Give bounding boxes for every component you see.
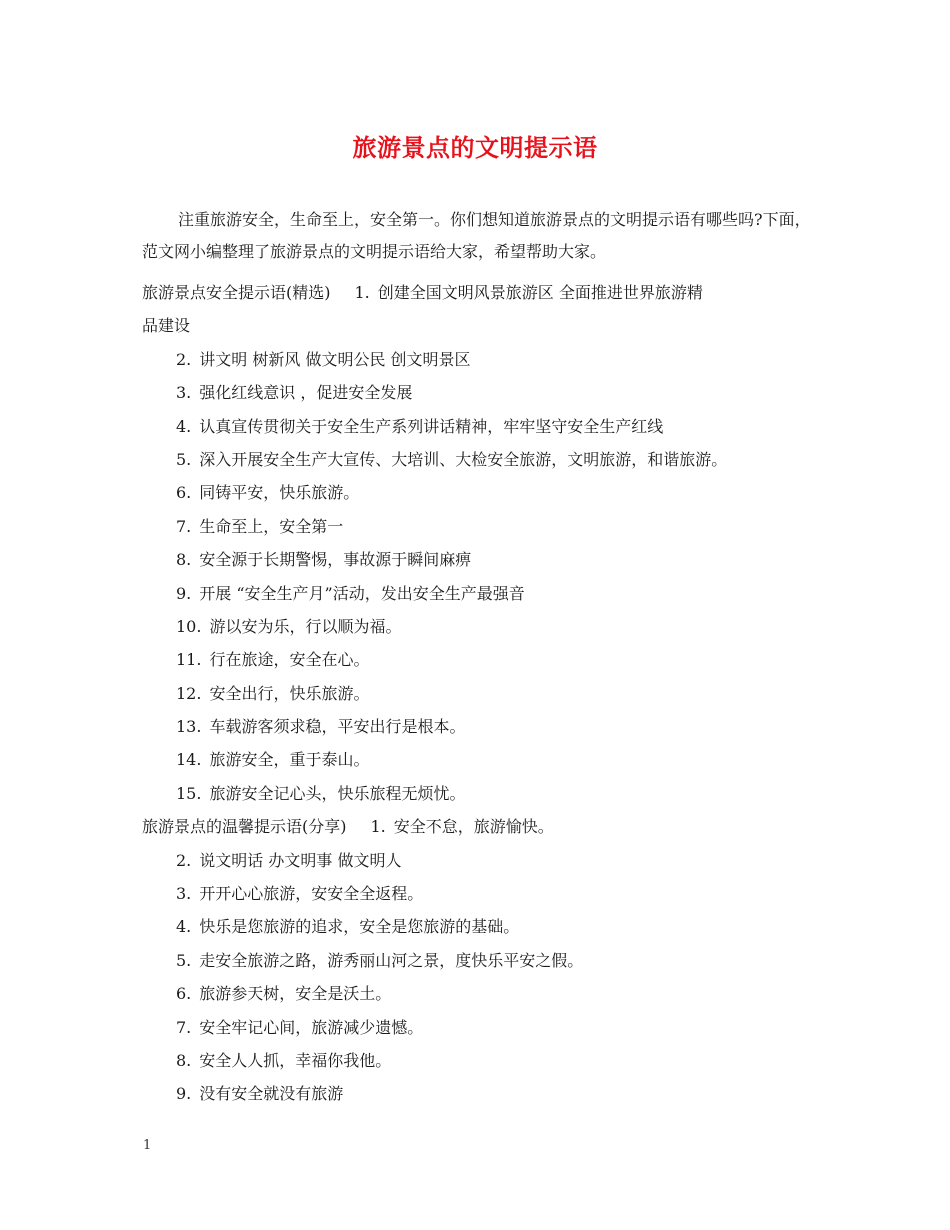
list-item-text: 走安全旅游之路，游秀丽山河之景，度快乐平安之假。 [199, 950, 584, 970]
list-item [142, 577, 822, 610]
list-item-text: 同铸平安，快乐旅游。 [199, 483, 360, 503]
list-item-number: 4. [176, 416, 192, 436]
list-item [142, 410, 822, 443]
list-item-text: 没有安全就没有旅游 [199, 1084, 344, 1104]
list-item-text: 旅游安全，重于泰山。 [209, 750, 370, 770]
list-item-text: 车载游客须求稳，平安出行是根本。 [209, 717, 466, 737]
list-item-number: 4. [176, 917, 192, 937]
list-item [142, 743, 822, 776]
section2-list [142, 844, 822, 1111]
list-item-text: 旅游参天树，安全是沃土。 [199, 984, 392, 1004]
section-heading: 旅游景点安全提示语(精选) [142, 283, 331, 302]
list-item-number: 12. [176, 683, 202, 703]
list-item-text: 安全源于长期警惕，事故源于瞬间麻痹 [199, 550, 472, 570]
list-item-text: 讲文明 树新风 做文明公民 创文明景区 [199, 349, 471, 369]
list-item [142, 376, 822, 409]
list-item-text: 品建设 [142, 316, 191, 336]
section-heading-line [142, 276, 822, 309]
intro-paragraph [142, 204, 822, 268]
list-item-number: 2. [176, 349, 192, 369]
list-item-number: 15. [176, 783, 202, 803]
list-item [142, 944, 822, 977]
list-item-text: 认真宣传贯彻关于安全生产系列讲话精神，牢牢坚守安全生产红线 [199, 416, 664, 436]
list-item-number: 11. [176, 650, 202, 670]
list-item [142, 543, 822, 576]
document-body [142, 276, 822, 1111]
list-item [142, 677, 822, 710]
list-item-text: 行在旅途，安全在心。 [209, 650, 370, 670]
list-item-number: 7. [176, 1017, 192, 1037]
list-item-number: 9. [176, 1084, 192, 1104]
list-item-number: 6. [176, 483, 192, 503]
list-item-number: 13. [176, 717, 202, 737]
list-item-text: 深入开展安全生产大宣传、大培训、大检安全旅游，文明旅游，和谐旅游。 [199, 449, 728, 469]
list-item-text: 安全出行，快乐旅游。 [209, 683, 370, 703]
list-item [142, 610, 822, 643]
list-item [142, 643, 822, 676]
list-item [142, 910, 822, 943]
list-item [142, 343, 822, 376]
page-number: 1 [143, 1138, 152, 1153]
list-item-number: 8. [176, 550, 192, 570]
list-item-text: 开开心心旅游，安安全全返程。 [199, 884, 424, 904]
list-item-text: 安全牢记心间，旅游减少遗憾。 [199, 1017, 424, 1037]
list-item-number: 2. [176, 850, 192, 870]
list-item [142, 476, 822, 509]
list-item-number: 9. [176, 583, 192, 603]
section-heading: 旅游景点的温馨提示语(分享) [142, 817, 347, 837]
list-item-number: 1. [370, 817, 386, 837]
list-item-text: 游以安为乐，行以顺为福。 [209, 616, 402, 636]
list-item-text: 安全人人抓，幸福你我他。 [199, 1050, 392, 1070]
list-item [142, 877, 822, 910]
list-item [142, 443, 822, 476]
list-item-text: 创建全国文明风景旅游区 全面推进世界旅游精 [377, 283, 703, 302]
list-item [142, 1044, 822, 1077]
list-item-text: 说文明话 办文明事 做文明人 [199, 850, 402, 870]
section-heading-line [142, 810, 822, 843]
list-item-text: 安全不怠，旅游愉快。 [393, 817, 554, 837]
list-item [142, 510, 822, 543]
list-item-text: 快乐是您旅游的追求，安全是您旅游的基础。 [199, 917, 520, 937]
list-item-text: 旅游安全记心头，快乐旅程无烦忧。 [209, 783, 466, 803]
list-item-text: 强化红线意识 ，促进安全发展 [199, 383, 413, 403]
intro-text: 注重旅游安全，生命至上，安全第一。你们想知道旅游景点的文明提示语有哪些吗?下面，范文网小编整理了旅游景点的文明提示语给大家，希望帮助大家。 [142, 210, 811, 261]
document-title: 旅游景点的文明提示语 [352, 133, 598, 162]
list-item [142, 777, 822, 810]
section1-list [142, 343, 822, 810]
list-item-number: 1. [354, 283, 370, 302]
list-item-number: 10. [176, 616, 202, 636]
list-item-number: 14. [176, 750, 202, 770]
list-item-number: 8. [176, 1050, 192, 1070]
list-item [142, 710, 822, 743]
list-item-number: 3. [176, 884, 192, 904]
list-item-text: 生命至上，安全第一 [199, 516, 344, 536]
list-item-text: 开展 “安全生产月”活动，发出安全生产最强音 [199, 583, 525, 603]
list-item-number: 6. [176, 984, 192, 1004]
list-item-number: 5. [176, 449, 192, 469]
list-item [142, 1077, 822, 1110]
list-item-continuation [142, 309, 822, 342]
list-item [142, 844, 822, 877]
list-item [142, 977, 822, 1010]
list-item-number: 5. [176, 950, 192, 970]
list-item-number: 7. [176, 516, 192, 536]
list-item-number: 3. [176, 383, 192, 403]
list-item [142, 1011, 822, 1044]
